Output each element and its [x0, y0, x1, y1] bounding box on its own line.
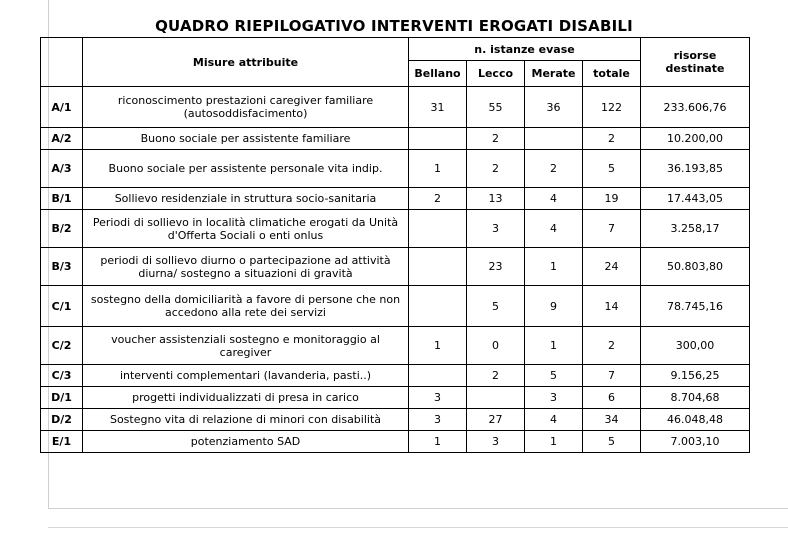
header-merate: Merate	[525, 61, 583, 87]
cell-totale: 2	[583, 327, 641, 365]
cell-code: E/1	[41, 431, 83, 453]
cell-merate	[525, 128, 583, 150]
table-row	[41, 210, 750, 248]
cell-totale: 5	[583, 431, 641, 453]
cell-desc: sostegno della domiciliarità a favore di persone che non accedono alla rete dei servizi	[83, 286, 409, 327]
cell-lecco: 0	[467, 327, 525, 365]
cell-risorse: 36.193,85	[641, 150, 750, 188]
cell-risorse: 300,00	[641, 327, 750, 365]
cell-bellano	[409, 128, 467, 150]
cell-desc: periodi di sollievo diurno o partecipazione ad attività diurna/ sostegno a situazioni di gravità	[83, 248, 409, 286]
cell-totale: 7	[583, 210, 641, 248]
table-row	[41, 327, 750, 365]
cell-bellano: 3	[409, 387, 467, 409]
cell-lecco: 3	[467, 431, 525, 453]
cell-bellano: 31	[409, 87, 467, 128]
cell-desc: Periodi di sollievo in località climatiche erogati da Unità d'Offerta Sociali o enti onlus	[83, 210, 409, 248]
cell-bellano: 1	[409, 327, 467, 365]
cell-desc: riconoscimento prestazioni caregiver familiare (autosoddisfacimento)	[83, 87, 409, 128]
summary-table	[40, 37, 750, 453]
cell-totale: 19	[583, 188, 641, 210]
cell-risorse: 9.156,25	[641, 365, 750, 387]
cell-risorse: 50.803,80	[641, 248, 750, 286]
header-code-blank	[41, 38, 83, 87]
page-edge-bottom	[48, 508, 788, 509]
cell-code: B/1	[41, 188, 83, 210]
cell-risorse: 233.606,76	[641, 87, 750, 128]
cell-merate: 3	[525, 387, 583, 409]
cell-totale: 6	[583, 387, 641, 409]
table-row	[41, 248, 750, 286]
cell-code: C/3	[41, 365, 83, 387]
cell-lecco: 2	[467, 150, 525, 188]
table-row	[41, 128, 750, 150]
table-row	[41, 286, 750, 327]
cell-risorse: 46.048,48	[641, 409, 750, 431]
cell-totale: 24	[583, 248, 641, 286]
table-row	[41, 431, 750, 453]
cell-lecco: 2	[467, 365, 525, 387]
table-row	[41, 188, 750, 210]
cell-code: B/2	[41, 210, 83, 248]
cell-merate: 1	[525, 431, 583, 453]
page-edge-bottom-secondary	[48, 527, 788, 528]
cell-risorse: 10.200,00	[641, 128, 750, 150]
cell-bellano: 1	[409, 431, 467, 453]
cell-lecco: 23	[467, 248, 525, 286]
document-title: QUADRO RIEPILOGATIVO INTERVENTI EROGATI DISABILI	[155, 17, 633, 35]
cell-desc: potenziamento SAD	[83, 431, 409, 453]
header-risorse: risorse destinate	[641, 38, 750, 87]
table-body	[41, 87, 750, 453]
cell-lecco: 3	[467, 210, 525, 248]
cell-totale: 7	[583, 365, 641, 387]
cell-bellano: 3	[409, 409, 467, 431]
cell-code: A/1	[41, 87, 83, 128]
cell-totale: 14	[583, 286, 641, 327]
cell-merate: 4	[525, 210, 583, 248]
cell-code: D/1	[41, 387, 83, 409]
cell-desc: voucher assistenziali sostegno e monitoraggio al caregiver	[83, 327, 409, 365]
cell-risorse: 78.745,16	[641, 286, 750, 327]
cell-totale: 5	[583, 150, 641, 188]
header-lecco: Lecco	[467, 61, 525, 87]
cell-desc: Sostegno vita di relazione di minori con disabilità	[83, 409, 409, 431]
cell-merate: 4	[525, 409, 583, 431]
table-row	[41, 150, 750, 188]
cell-merate: 9	[525, 286, 583, 327]
cell-bellano: 2	[409, 188, 467, 210]
header-row-top	[41, 38, 750, 61]
cell-risorse: 7.003,10	[641, 431, 750, 453]
header-totale: totale	[583, 61, 641, 87]
cell-merate: 1	[525, 248, 583, 286]
cell-bellano	[409, 286, 467, 327]
cell-code: A/2	[41, 128, 83, 150]
cell-desc: Buono sociale per assistente familiare	[83, 128, 409, 150]
cell-lecco: 13	[467, 188, 525, 210]
cell-lecco: 2	[467, 128, 525, 150]
cell-code: B/3	[41, 248, 83, 286]
cell-bellano	[409, 365, 467, 387]
cell-code: C/2	[41, 327, 83, 365]
cell-merate: 2	[525, 150, 583, 188]
header-misure: Misure attribuite	[83, 38, 409, 87]
header-bellano: Bellano	[409, 61, 467, 87]
cell-merate: 36	[525, 87, 583, 128]
cell-lecco: 27	[467, 409, 525, 431]
cell-merate: 4	[525, 188, 583, 210]
table-row	[41, 409, 750, 431]
header-istanze: n. istanze evase	[409, 38, 641, 61]
cell-desc: interventi complementari (lavanderia, pasti..)	[83, 365, 409, 387]
cell-lecco: 5	[467, 286, 525, 327]
cell-desc: Sollievo residenziale in struttura socio-sanitaria	[83, 188, 409, 210]
cell-desc: progetti individualizzati di presa in carico	[83, 387, 409, 409]
cell-code: A/3	[41, 150, 83, 188]
cell-totale: 122	[583, 87, 641, 128]
cell-totale: 2	[583, 128, 641, 150]
cell-totale: 34	[583, 409, 641, 431]
cell-merate: 1	[525, 327, 583, 365]
table-row	[41, 365, 750, 387]
cell-bellano	[409, 248, 467, 286]
cell-desc: Buono sociale per assistente personale vita indip.	[83, 150, 409, 188]
table-row	[41, 387, 750, 409]
cell-code: C/1	[41, 286, 83, 327]
cell-risorse: 17.443,05	[641, 188, 750, 210]
cell-risorse: 3.258,17	[641, 210, 750, 248]
cell-lecco: 55	[467, 87, 525, 128]
cell-merate: 5	[525, 365, 583, 387]
table-row	[41, 87, 750, 128]
cell-lecco	[467, 387, 525, 409]
cell-bellano	[409, 210, 467, 248]
cell-bellano: 1	[409, 150, 467, 188]
cell-risorse: 8.704,68	[641, 387, 750, 409]
cell-code: D/2	[41, 409, 83, 431]
